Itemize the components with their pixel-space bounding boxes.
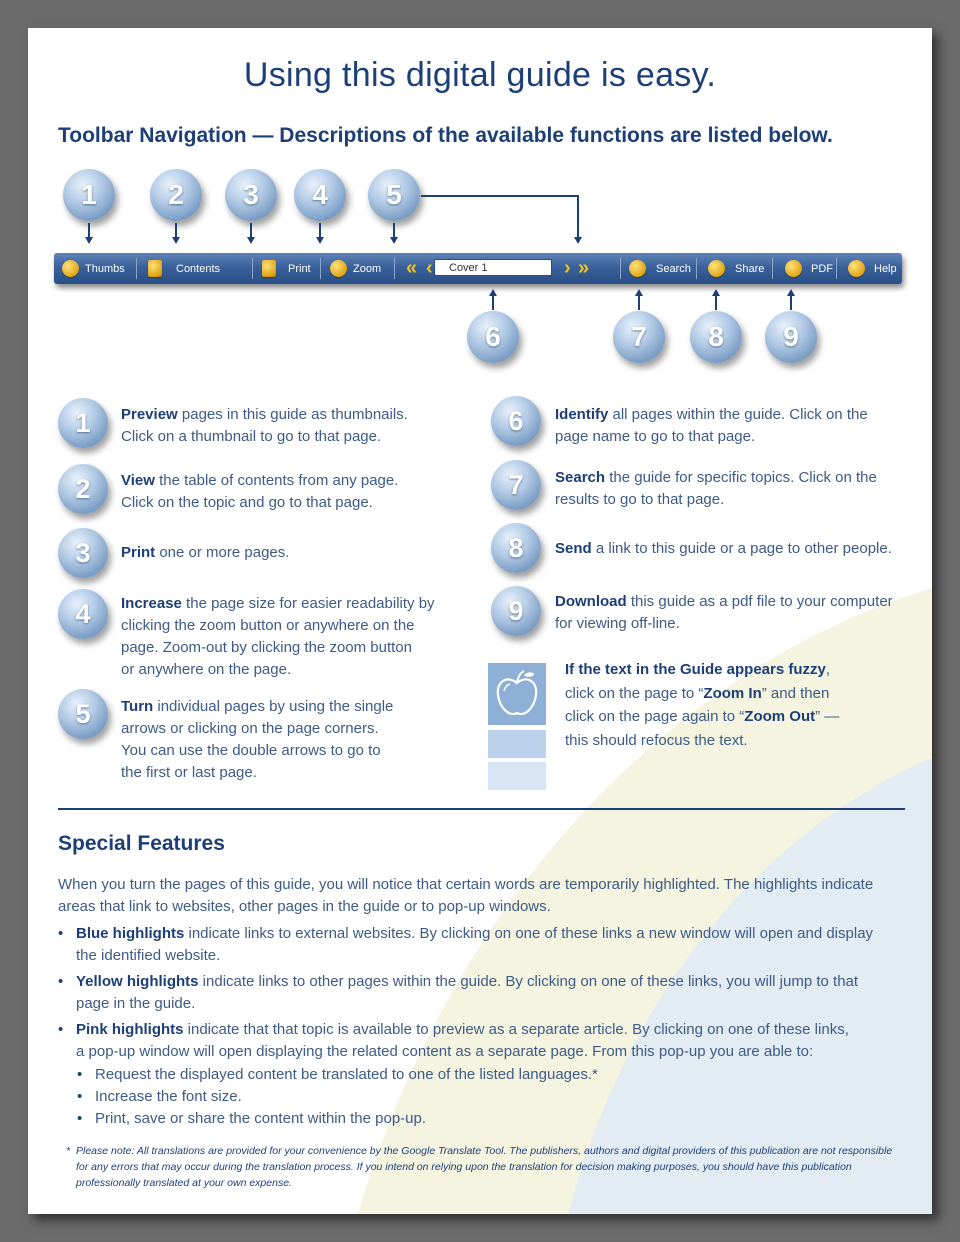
description-5: Turn individual pages by using the single arrows or clicking on the page corners. You can use the double arrows to go to the first or last page. xyxy=(121,698,394,781)
arrow-down-icon xyxy=(247,237,255,244)
marker-2: 2 xyxy=(150,169,202,221)
toolbar-divider xyxy=(136,258,137,279)
arrow-down-icon xyxy=(172,237,180,244)
page-name-field[interactable]: Cover 1 xyxy=(434,259,552,276)
desc-marker-9: 9 xyxy=(491,586,541,636)
decorative-block xyxy=(488,762,546,790)
guide-page xyxy=(28,28,932,1214)
leader-line xyxy=(319,223,321,237)
last-page-arrow-icon[interactable]: » xyxy=(578,257,587,279)
next-page-arrow-icon[interactable]: › xyxy=(564,257,568,279)
leader-line xyxy=(790,296,792,310)
marker-9: 9 xyxy=(765,311,817,363)
blue-highlights-item: • Blue highlights indicate links to external websites. By clicking on one of these links a new window will open and display the identified website. xyxy=(58,925,874,964)
print-label: Print xyxy=(288,262,311,275)
thumbs-icon xyxy=(62,260,79,277)
arrow-down-icon xyxy=(574,237,582,244)
arrow-up-icon xyxy=(635,289,643,296)
toolbar-divider xyxy=(696,258,697,279)
desc-marker-1: 1 xyxy=(58,398,108,448)
description-3: Print one or more pages. xyxy=(121,544,290,561)
arrow-down-icon xyxy=(85,237,93,244)
toolbar-divider xyxy=(772,258,773,279)
special-features-intro: When you turn the pages of this guide, you will notice that certain words are temporarily highlighted. The highlights indicate areas that link to websites, other pages in the guide or to pop-up windows. xyxy=(58,876,874,915)
desc-marker-2: 2 xyxy=(58,464,108,514)
help-button[interactable] xyxy=(848,253,897,284)
marker-7: 7 xyxy=(613,311,665,363)
arrow-down-icon xyxy=(316,237,324,244)
leader-line xyxy=(250,223,252,237)
toolbar-navigation-heading: Toolbar Navigation — Descriptions of the available functions are listed below. xyxy=(58,124,833,147)
description-6: Identify all pages within the guide. Click on the page name to go to that page. xyxy=(555,406,868,445)
leader-line xyxy=(175,223,177,237)
apple-tip-box xyxy=(488,663,546,725)
zoom-icon xyxy=(330,260,347,277)
search-icon xyxy=(629,260,646,277)
popup-option-font-size: • Increase the font size. xyxy=(77,1088,242,1105)
desc-marker-8: 8 xyxy=(491,523,541,573)
previous-page-arrow-icon[interactable]: ‹ xyxy=(426,257,430,279)
arrow-up-icon xyxy=(787,289,795,296)
translation-disclaimer: * Please note: All translations are provided for your convenience by the Google Translate Tool. The publishers, authors and digital providers of this publication are not responsible for any errors that may occur during the translation process. If you intend on relying upon the translation for decision making purposes, you should have this publication professionally translated at your own expense. xyxy=(66,1145,893,1189)
share-icon xyxy=(708,260,725,277)
desc-marker-5: 5 xyxy=(58,689,108,739)
description-9: Download this guide as a pdf file to your computer for viewing off-line. xyxy=(555,593,893,632)
desc-marker-6: 6 xyxy=(491,396,541,446)
search-label: Search xyxy=(656,262,691,275)
first-page-arrow-icon[interactable]: « xyxy=(406,257,415,279)
desc-marker-3: 3 xyxy=(58,528,108,578)
apple-icon xyxy=(488,663,546,725)
share-button[interactable] xyxy=(708,253,764,284)
toolbar-divider xyxy=(320,258,321,279)
description-4: Increase the page size for easier readability by clicking the zoom button or anywhere on the page. Zoom-out by clicking the zoom button or anywhere on the page. xyxy=(121,595,435,678)
pdf-icon xyxy=(785,260,802,277)
popup-option-print-save-share: • Print, save or share the content within the pop-up. xyxy=(77,1110,427,1127)
help-label: Help xyxy=(874,262,897,275)
yellow-highlights-item: • Yellow highlights indicate links to other pages within the guide. By clicking on one of these links, you will jump to that page in the guide. xyxy=(58,973,859,1012)
toolbar-divider xyxy=(394,258,395,279)
marker-6: 6 xyxy=(467,311,519,363)
print-button[interactable] xyxy=(262,253,311,284)
arrow-up-icon xyxy=(489,289,497,296)
leader-line xyxy=(638,296,640,310)
print-icon xyxy=(262,260,276,277)
special-features-heading: Special Features xyxy=(58,832,225,855)
description-7: Search the guide for specific topics. Click on the results to go to that page. xyxy=(555,469,877,508)
toolbar xyxy=(54,253,902,284)
thumbs-label: Thumbs xyxy=(85,262,125,275)
section-divider xyxy=(58,808,905,810)
arrow-up-icon xyxy=(712,289,720,296)
help-icon xyxy=(848,260,865,277)
leader-line xyxy=(577,195,579,237)
toolbar-divider xyxy=(620,258,621,279)
leader-line xyxy=(715,296,717,310)
leader-line xyxy=(421,195,578,197)
thumbs-button[interactable] xyxy=(62,253,125,284)
marker-5: 5 xyxy=(368,169,420,221)
leader-line xyxy=(492,296,494,310)
popup-option-translate: • Request the displayed content be translated to one of the listed languages.* xyxy=(77,1066,598,1083)
desc-marker-7: 7 xyxy=(491,460,541,510)
contents-button[interactable] xyxy=(148,253,220,284)
zoom-label: Zoom xyxy=(353,262,382,275)
zoom-button[interactable] xyxy=(330,253,381,284)
share-label: Share xyxy=(735,262,765,275)
description-2: View the table of contents from any page. Click on the topic and go to that page. xyxy=(121,472,399,511)
marker-1: 1 xyxy=(63,169,115,221)
marker-8: 8 xyxy=(690,311,742,363)
page-title: Using this digital guide is easy. xyxy=(243,56,717,94)
marker-4: 4 xyxy=(294,169,346,221)
contents-label: Contents xyxy=(176,262,221,275)
marker-3: 3 xyxy=(225,169,277,221)
search-button[interactable] xyxy=(629,253,691,284)
arrow-down-icon xyxy=(390,237,398,244)
pdf-label: PDF xyxy=(811,262,833,275)
description-1: Preview pages in this guide as thumbnails. Click on a thumbnail to go to that page. xyxy=(121,406,408,445)
leader-line xyxy=(393,223,395,237)
toolbar-divider xyxy=(836,258,837,279)
contents-icon xyxy=(148,260,162,277)
description-8: Send a link to this guide or a page to other people. xyxy=(555,540,892,557)
pdf-button[interactable] xyxy=(785,253,833,284)
zoom-tip-text: If the text in the Guide appears fuzzy, click on the page to “Zoom In” and then click on the page again to “Zoom Out” — this should refocus the text. xyxy=(565,661,840,749)
decorative-block xyxy=(488,730,546,758)
leader-line xyxy=(88,223,90,237)
desc-marker-4: 4 xyxy=(58,589,108,639)
toolbar-divider xyxy=(252,258,253,279)
pink-highlights-item: • Pink highlights indicate that that topic is available to preview as a separate article. By clicking on one of these links, a pop-up window will open displaying the related content as a separate page. From this pop-up you are able to: xyxy=(58,1021,849,1060)
